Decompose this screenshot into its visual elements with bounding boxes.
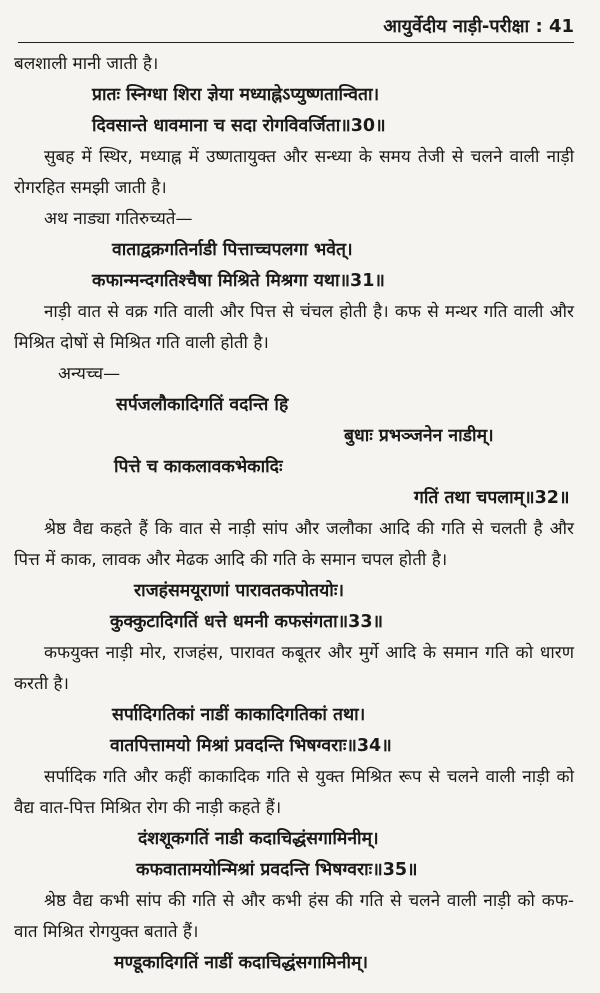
verse-line: मण्डूकादिगतिं नाडीं कदाचिद्धंसगामिनीम्। bbox=[114, 953, 369, 973]
prose-paragraph: कफयुक्त नाड़ी मोर, राजहंस, पारावत कबूतर और मुर्गे आदि के समान गति को धारण करती है। bbox=[14, 643, 574, 694]
verse-line: सर्पादिगतिकां नाडीं काकादिगतिकां तथा। bbox=[112, 705, 366, 725]
verse-line: सर्पजलौकादिगतिं वदन्ति हि bbox=[116, 395, 289, 415]
verse-line: पित्ते च काकलावकभेकादिः bbox=[114, 457, 283, 477]
prose-paragraph: नाड़ी वात से वक्र गति वाली और पित्त से चंचल होती है। कफ से मन्थर गति वाली और मिश्रित दोषों से मिश्रित गति वाली होती है। bbox=[14, 302, 574, 353]
prose-paragraph: बलशाली मानी जाती है। bbox=[14, 54, 159, 74]
verse-line: कुक्कुटादिगतिं धत्ते धमनी कफसंगता॥33॥ bbox=[110, 612, 383, 632]
verse-line: वातपित्तामयो मिश्रां प्रवदन्ति भिषग्वराः॥34॥ bbox=[110, 736, 392, 756]
verse-line: दिवसान्ते धावमाना च सदा रोगविवर्जिता॥30॥ bbox=[92, 116, 386, 136]
verse-line: दंशशूकगतिं नाडी कदाचिद्धंसगामिनीम्। bbox=[138, 829, 379, 849]
verse-line: प्रातः स्निग्धा शिरा ज्ञेया मध्याह्नेऽप्युष्णतान्विता। bbox=[92, 85, 380, 105]
verse-line: बुधाः प्रभञ्जनेन नाडीम्। bbox=[344, 426, 494, 446]
prose-paragraph: सर्पादिक गति और कहीं काकादिक गति से युक्त मिश्रित रूप से चलने वाली नाड़ी को वैद्य वात-पित्त मिश्रित रोग की नाड़ी कहते हैं। bbox=[14, 767, 574, 818]
prose-paragraph: अथ नाड्या गतिरुच्यते— bbox=[44, 209, 193, 229]
page-body bbox=[14, 49, 574, 979]
running-header: आयुर्वेदीय नाड़ी-परीक्षा : 41 bbox=[18, 14, 574, 43]
verse-line: गतिं तथा चपलाम्॥32॥ bbox=[414, 488, 570, 508]
prose-paragraph: श्रेष्ठ वैद्य कहते हैं कि वात से नाड़ी सांप और जलौका आदि की गति से चलती है और पित्त में काक, लावक और मेढक आदि की गति के समान चपल होती है। bbox=[14, 519, 574, 570]
prose-paragraph: सुबह में स्थिर, मध्याह्न में उष्णतायुक्त और सन्ध्या के समय तेजी से चलने वाली नाड़ी रोगरहित समझी जाती है। bbox=[14, 147, 574, 198]
verse-line: वाताद्वक्रगतिर्नाडी पित्ताच्चपलगा भवेत्। bbox=[112, 240, 353, 260]
prose-paragraph: अन्यच्च— bbox=[58, 364, 121, 384]
verse-line: कफान्मन्दगतिश्चैषा मिश्रिते मिश्रगा यथा॥31॥ bbox=[92, 271, 385, 291]
verse-line: कफवातामयोन्मिश्रां प्रवदन्ति भिषग्वराः॥35॥ bbox=[136, 860, 418, 880]
prose-paragraph: श्रेष्ठ वैद्य कभी सांप की गति से और कभी हंस की गति से चलने वाली नाड़ी को कफ-वात मिश्रित रोगयुक्त बताते हैं। bbox=[14, 891, 574, 942]
verse-line: राजहंसमयूराणां पारावतकपोतयोः। bbox=[134, 581, 344, 601]
